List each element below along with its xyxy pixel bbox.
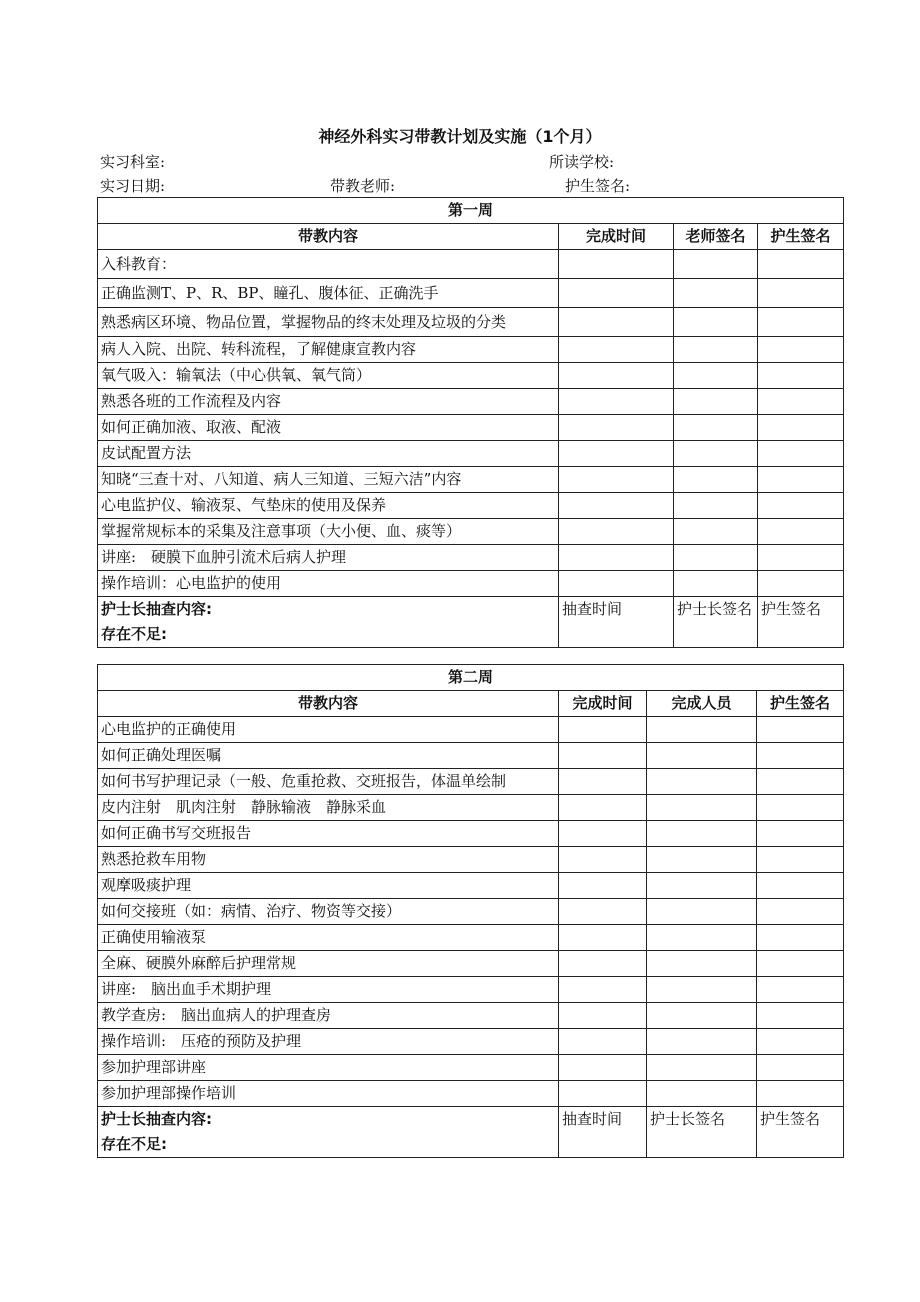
shortfall-label: 存在不足: xyxy=(101,625,167,643)
done-person-cell[interactable] xyxy=(647,1003,757,1029)
teacher-sign-cell[interactable] xyxy=(674,415,758,441)
nurse-sign-cell[interactable] xyxy=(757,899,844,925)
nurse-sign-cell[interactable] xyxy=(757,743,844,769)
week1-table xyxy=(97,197,844,648)
done-time-cell[interactable] xyxy=(559,415,674,441)
col-content: 带教内容 xyxy=(98,224,559,250)
item-text: 入科教育： xyxy=(98,250,559,279)
page-title: 神经外科实习带教计划及实施（1个月） xyxy=(318,127,602,146)
col-done-time: 完成时间 xyxy=(559,224,674,250)
teacher-sign-cell[interactable] xyxy=(674,337,758,363)
nurse-sign-cell[interactable] xyxy=(757,847,844,873)
done-time-cell[interactable] xyxy=(559,899,647,925)
nurse-sign-cell[interactable] xyxy=(757,1055,844,1081)
table-row xyxy=(98,743,844,769)
table-row xyxy=(98,441,844,467)
head-nurse-sign-label: 护士长签名 xyxy=(647,1107,757,1158)
nurse-sign-cell[interactable] xyxy=(757,717,844,743)
table-row xyxy=(98,363,844,389)
spot-time-label: 抽查时间 xyxy=(559,597,674,648)
item-text: 参加护理部操作培训 xyxy=(98,1081,559,1107)
teacher-sign-cell[interactable] xyxy=(674,308,758,337)
done-time-cell[interactable] xyxy=(559,717,647,743)
teacher-sign-cell[interactable] xyxy=(674,545,758,571)
nurse-sign-label: 护生签名 xyxy=(757,1107,844,1158)
done-person-cell[interactable] xyxy=(647,795,757,821)
table-row xyxy=(98,279,844,308)
week2-table xyxy=(97,664,844,1158)
done-time-cell[interactable] xyxy=(559,795,647,821)
item-text: 掌握常规标本的采集及注意事项（大小便、血、痰等） xyxy=(98,519,559,545)
done-person-cell[interactable] xyxy=(647,717,757,743)
done-time-cell[interactable] xyxy=(559,743,647,769)
col-nurse-sign: 护生签名 xyxy=(758,224,844,250)
done-person-cell[interactable] xyxy=(647,977,757,1003)
nurse-sign-cell[interactable] xyxy=(758,415,844,441)
item-text: 知晓“三查十对、八知道、病人三知道、三短六洁”内容 xyxy=(98,467,559,493)
table-row xyxy=(98,951,844,977)
done-person-cell[interactable] xyxy=(647,1029,757,1055)
item-text: 讲座: 脑出血手术期护理 xyxy=(98,977,559,1003)
dept-label: 实习科室: xyxy=(100,153,166,171)
nurse-sign-cell[interactable] xyxy=(758,363,844,389)
nurse-sign-cell[interactable] xyxy=(758,250,844,279)
table-row xyxy=(98,571,844,597)
table-row xyxy=(98,308,844,337)
nurse-sign-label: 护生签名: xyxy=(565,177,631,195)
spot-check-label: 护士长抽查内容: xyxy=(101,600,212,618)
table-row xyxy=(98,519,844,545)
table-row xyxy=(98,847,844,873)
done-person-cell[interactable] xyxy=(647,769,757,795)
table-row xyxy=(98,717,844,743)
week1-heading: 第一周 xyxy=(98,198,844,224)
done-time-cell[interactable] xyxy=(559,1029,647,1055)
nurse-sign-cell[interactable] xyxy=(758,389,844,415)
item-text: 皮内注射 肌肉注射 静脉输液 静脉采血 xyxy=(98,795,559,821)
nurse-sign-cell[interactable] xyxy=(758,519,844,545)
nurse-sign-cell[interactable] xyxy=(757,821,844,847)
done-person-cell[interactable] xyxy=(647,873,757,899)
date-label: 实习日期: xyxy=(100,177,166,195)
nurse-sign-cell[interactable] xyxy=(757,977,844,1003)
item-text: 正确使用输液泵 xyxy=(98,925,559,951)
done-time-cell[interactable] xyxy=(559,977,647,1003)
item-text: 如何正确处理医嘱 xyxy=(98,743,559,769)
item-text: 观摩吸痰护理 xyxy=(98,873,559,899)
done-time-cell[interactable] xyxy=(559,1003,647,1029)
table-row xyxy=(98,493,844,519)
nurse-sign-cell[interactable] xyxy=(757,795,844,821)
done-time-cell[interactable] xyxy=(559,337,674,363)
done-time-cell[interactable] xyxy=(559,279,674,308)
done-time-cell[interactable] xyxy=(559,545,674,571)
nurse-sign-cell[interactable] xyxy=(757,1029,844,1055)
done-person-cell[interactable] xyxy=(647,951,757,977)
item-text: 正确监测T、P、R、BP、瞳孔、腹体征、正确洗手 xyxy=(98,279,559,308)
nurse-sign-cell[interactable] xyxy=(758,308,844,337)
done-person-cell[interactable] xyxy=(647,847,757,873)
table-row xyxy=(98,1029,844,1055)
done-time-cell[interactable] xyxy=(559,951,647,977)
table-row xyxy=(98,250,844,279)
table-row xyxy=(98,821,844,847)
col-teacher-sign: 老师签名 xyxy=(674,224,758,250)
nurse-sign-cell[interactable] xyxy=(757,951,844,977)
nurse-sign-cell[interactable] xyxy=(758,545,844,571)
item-text: 教学查房: 脑出血病人的护理查房 xyxy=(98,1003,559,1029)
teacher-sign-cell[interactable] xyxy=(674,571,758,597)
spot-check-labels[interactable] xyxy=(98,1107,559,1158)
item-text: 熟悉抢救车用物 xyxy=(98,847,559,873)
table-row xyxy=(98,389,844,415)
item-text: 熟悉病区环境、物品位置，掌握物品的终末处理及垃圾的分类 xyxy=(98,308,559,337)
nurse-sign-cell[interactable] xyxy=(757,1003,844,1029)
nurse-sign-cell[interactable] xyxy=(758,467,844,493)
table-row xyxy=(98,337,844,363)
done-time-cell[interactable] xyxy=(559,519,674,545)
item-text: 心电监护的正确使用 xyxy=(98,717,559,743)
done-time-cell[interactable] xyxy=(559,847,647,873)
done-person-cell[interactable] xyxy=(647,821,757,847)
col-nurse-sign: 护生签名 xyxy=(757,691,844,717)
done-time-cell[interactable] xyxy=(559,308,674,337)
teacher-sign-cell[interactable] xyxy=(674,493,758,519)
col-done-time: 完成时间 xyxy=(559,691,647,717)
table-row xyxy=(98,795,844,821)
table-row xyxy=(98,769,844,795)
done-person-cell[interactable] xyxy=(647,925,757,951)
table-row xyxy=(98,1003,844,1029)
item-text: 如何书写护理记录（一般、危重抢救、交班报告，体温单绘制 xyxy=(98,769,559,795)
done-person-cell[interactable] xyxy=(647,743,757,769)
nurse-sign-cell[interactable] xyxy=(757,925,844,951)
item-text: 如何正确加液、取液、配液 xyxy=(98,415,559,441)
table-row xyxy=(98,415,844,441)
nurse-sign-cell[interactable] xyxy=(757,873,844,899)
item-text: 心电监护仪、输液泵、气垫床的使用及保养 xyxy=(98,493,559,519)
done-time-cell[interactable] xyxy=(559,441,674,467)
week2-heading: 第二周 xyxy=(98,665,844,691)
shortfall-label: 存在不足: xyxy=(101,1135,167,1153)
item-text: 如何正确书写交班报告 xyxy=(98,821,559,847)
nurse-sign-label: 护生签名 xyxy=(758,597,844,648)
done-person-cell[interactable] xyxy=(647,1081,757,1107)
done-time-cell[interactable] xyxy=(559,389,674,415)
item-text: 病人入院、出院、转科流程，了解健康宣教内容 xyxy=(98,337,559,363)
spot-check-row xyxy=(98,1107,844,1158)
table-row xyxy=(98,545,844,571)
nurse-sign-cell[interactable] xyxy=(758,337,844,363)
item-text: 如何交接班（如：病情、治疗、物资等交接） xyxy=(98,899,559,925)
done-time-cell[interactable] xyxy=(559,873,647,899)
table-row xyxy=(98,873,844,899)
col-content: 带教内容 xyxy=(98,691,559,717)
spot-check-label: 护士长抽查内容: xyxy=(101,1110,212,1128)
done-time-cell[interactable] xyxy=(559,467,674,493)
item-text: 全麻、硬膜外麻醉后护理常规 xyxy=(98,951,559,977)
done-time-cell[interactable] xyxy=(559,769,647,795)
nurse-sign-cell[interactable] xyxy=(758,279,844,308)
col-done-person: 完成人员 xyxy=(647,691,757,717)
spot-time-label: 抽查时间 xyxy=(559,1107,647,1158)
nurse-sign-cell[interactable] xyxy=(757,769,844,795)
nurse-sign-cell[interactable] xyxy=(758,493,844,519)
teacher-sign-cell[interactable] xyxy=(674,519,758,545)
done-time-cell[interactable] xyxy=(559,363,674,389)
table-row xyxy=(98,467,844,493)
school-label: 所读学校: xyxy=(549,153,615,171)
nurse-sign-cell[interactable] xyxy=(757,1081,844,1107)
teacher-sign-cell[interactable] xyxy=(674,363,758,389)
nurse-sign-cell[interactable] xyxy=(758,441,844,467)
done-time-cell[interactable] xyxy=(559,250,674,279)
head-nurse-sign-label: 护士长签名 xyxy=(674,597,758,648)
nurse-sign-cell[interactable] xyxy=(758,571,844,597)
item-text: 操作培训：心电监护的使用 xyxy=(98,571,559,597)
table-row xyxy=(98,977,844,1003)
teacher-sign-cell[interactable] xyxy=(674,441,758,467)
teacher-sign-cell[interactable] xyxy=(674,279,758,308)
table-row xyxy=(98,925,844,951)
done-person-cell[interactable] xyxy=(647,899,757,925)
done-time-cell[interactable] xyxy=(559,821,647,847)
done-time-cell[interactable] xyxy=(559,925,647,951)
teacher-label: 带教老师: xyxy=(330,177,396,195)
teacher-sign-cell[interactable] xyxy=(674,389,758,415)
done-time-cell[interactable] xyxy=(559,571,674,597)
teacher-sign-cell[interactable] xyxy=(674,250,758,279)
spot-check-row xyxy=(98,597,844,648)
done-time-cell[interactable] xyxy=(559,1055,647,1081)
done-time-cell[interactable] xyxy=(559,1081,647,1107)
item-text: 皮试配置方法 xyxy=(98,441,559,467)
item-text: 参加护理部讲座 xyxy=(98,1055,559,1081)
item-text: 讲座: 硬膜下血肿引流术后病人护理 xyxy=(98,545,559,571)
item-text: 氧气吸入：输氧法（中心供氧、氧气筒） xyxy=(98,363,559,389)
done-person-cell[interactable] xyxy=(647,1055,757,1081)
teacher-sign-cell[interactable] xyxy=(674,467,758,493)
table-row xyxy=(98,1055,844,1081)
item-text: 熟悉各班的工作流程及内容 xyxy=(98,389,559,415)
spot-check-labels[interactable] xyxy=(98,597,559,648)
item-text: 操作培训: 压疮的预防及护理 xyxy=(98,1029,559,1055)
table-row xyxy=(98,899,844,925)
table-row xyxy=(98,1081,844,1107)
done-time-cell[interactable] xyxy=(559,493,674,519)
